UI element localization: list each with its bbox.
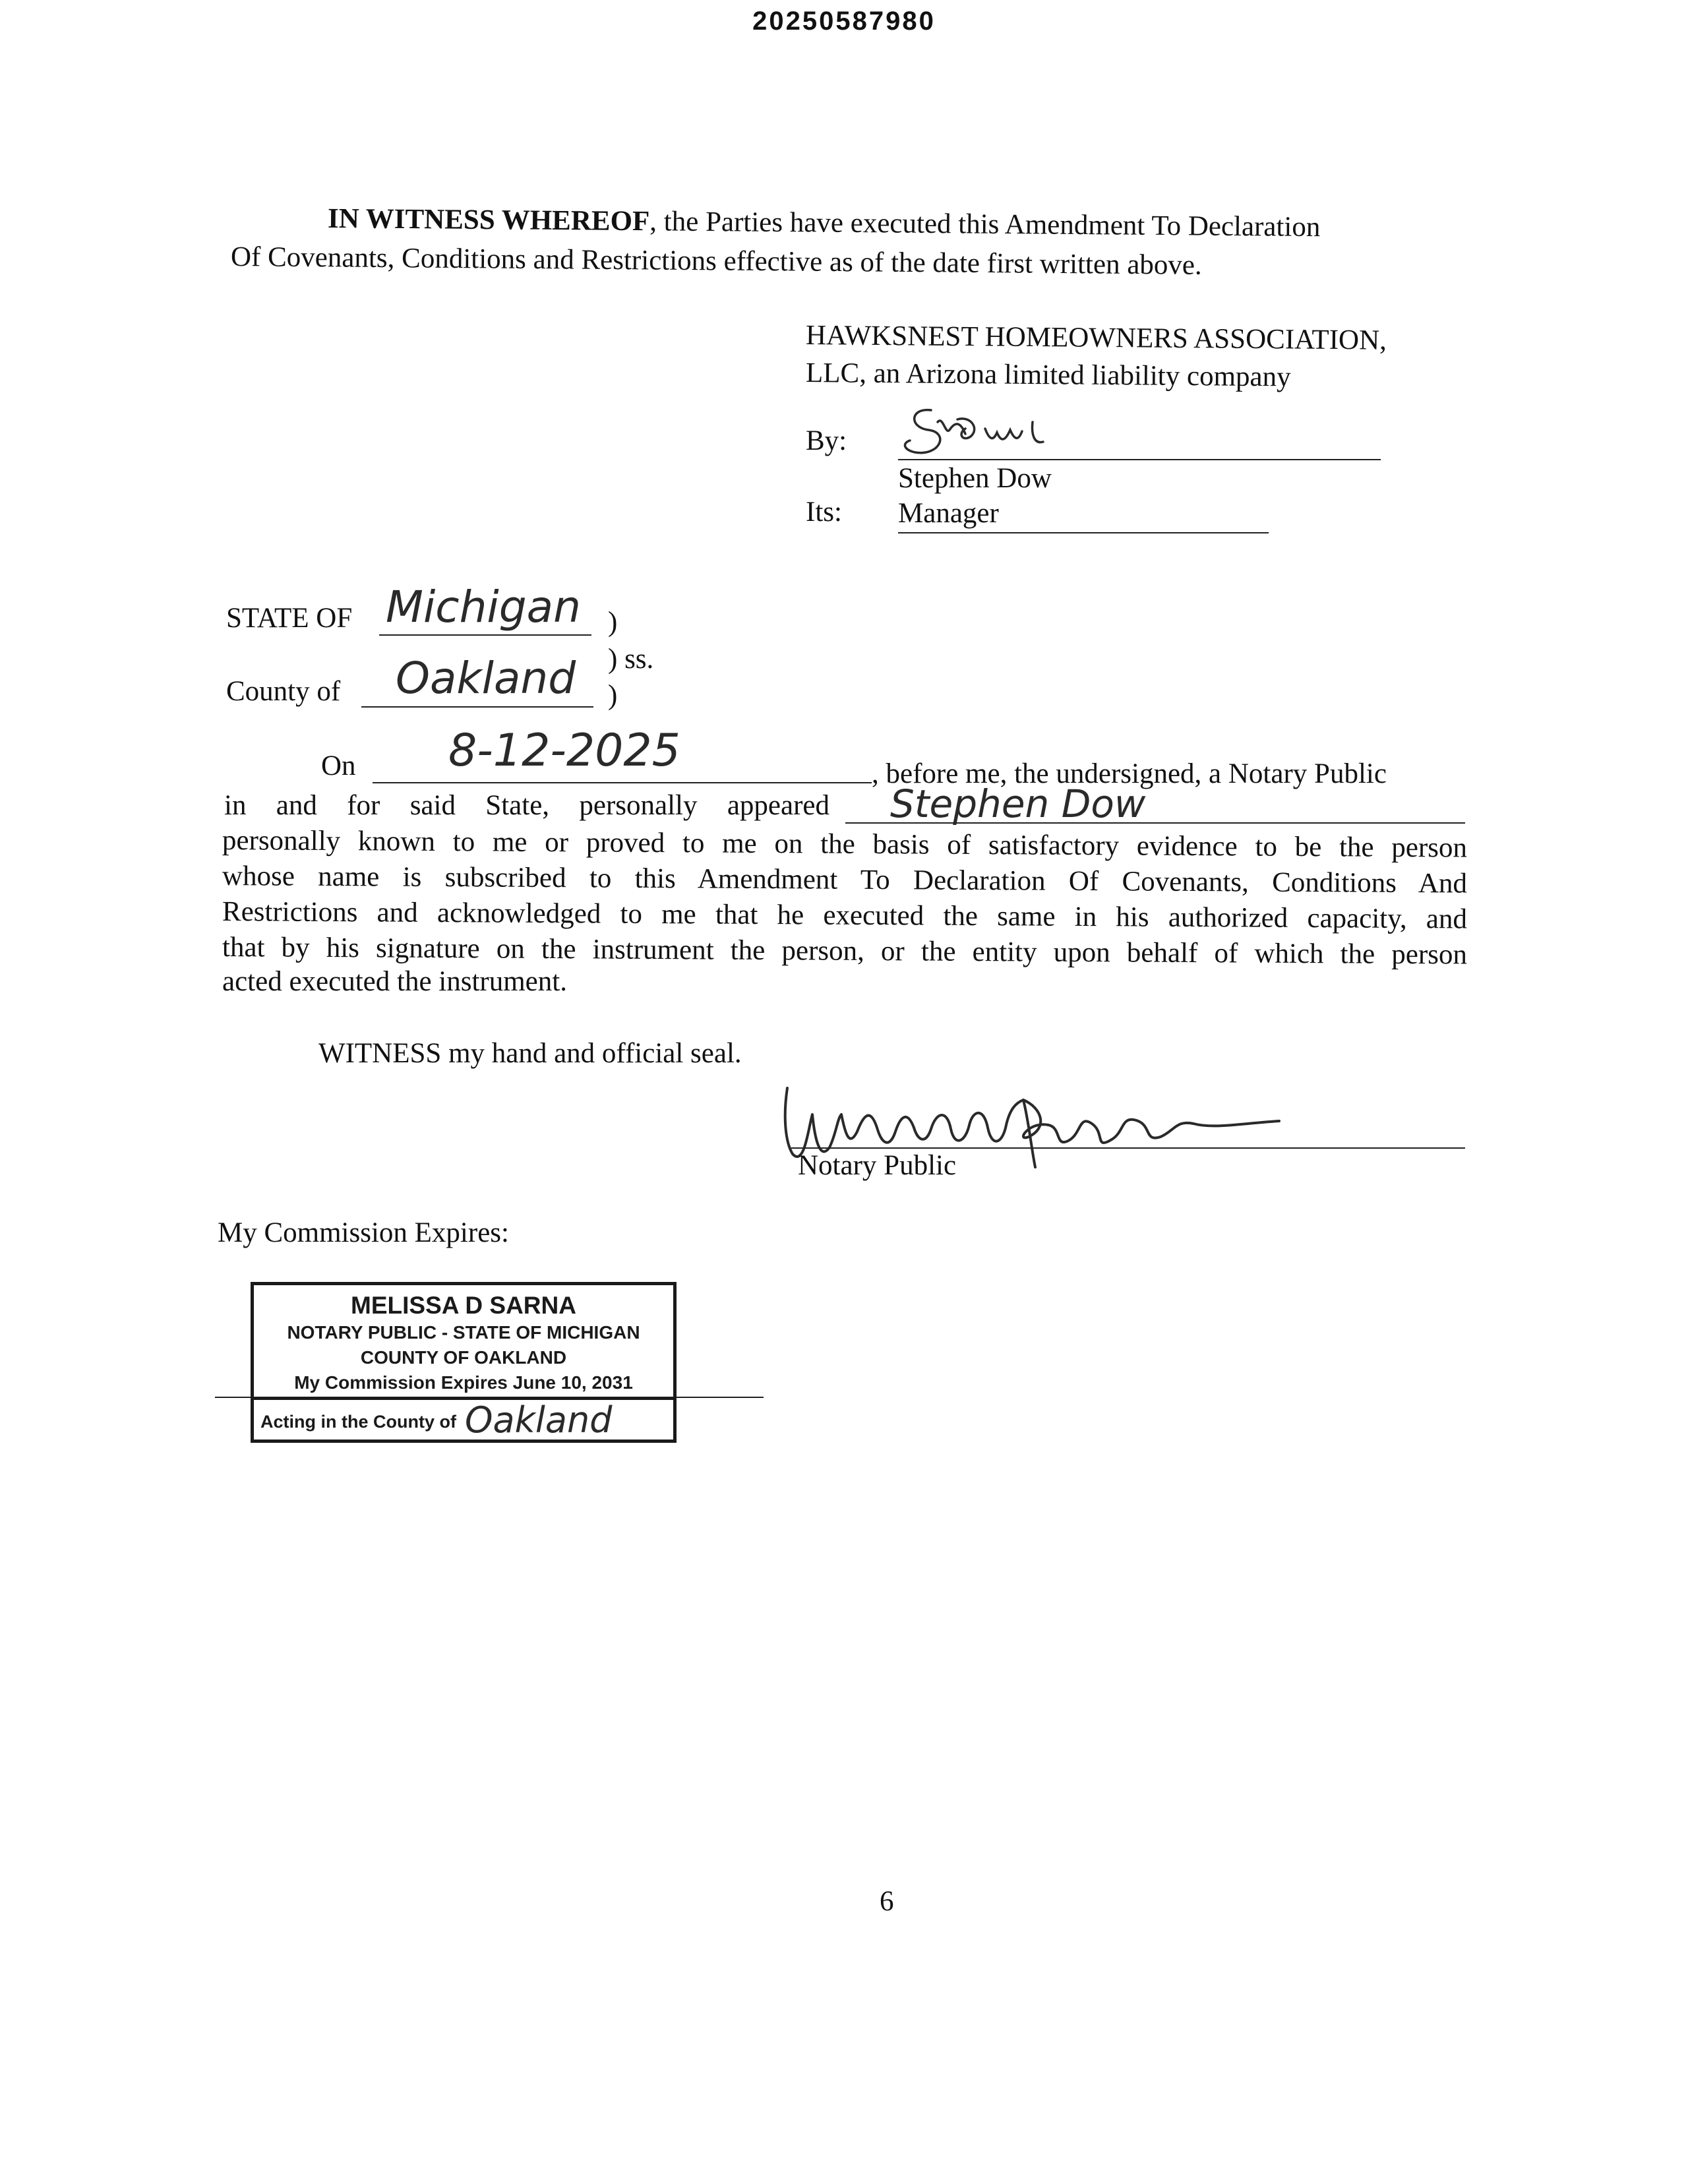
witness-clause-line1 [328,204,1321,241]
witness-clause-line1-rest: , the Parties have executed this Amendment To Declaration [649,206,1321,243]
stamp-acting-county-row [254,1397,673,1442]
stamp-notary-name: MELISSA D SARNA [351,1292,576,1319]
witness-clause-lead: IN WITNESS WHEREOF [327,203,650,237]
by-label: By: [806,425,847,456]
manager-signature [897,396,1121,462]
ack-line6: that by his signature on the instrument the person, or the entity upon behalf of which the person [222,932,1468,971]
witness-clause-line2: Of Covenants, Conditions and Restrictions effective as of the date first written above. [230,241,1202,281]
stamp-county: COUNTY OF OAKLAND [360,1347,567,1368]
state-value: Michigan [386,582,581,632]
ack-line4: whose name is subscribed to this Amendment To Declaration Of Covenants, Conditions And [222,861,1468,899]
ack-line2: in and for said State, personally appeared [224,790,829,821]
county-label: County of [226,676,341,707]
page-number: 6 [880,1886,894,1917]
ss-mark: ) ss. [608,644,654,675]
ack-line1-rest: , before me, the undersigned, a Notary Public [872,758,1387,789]
state-label: STATE OF [226,603,353,634]
ack-line5: Restrictions and acknowledged to me that he executed the same in his authorized capacity, and [222,896,1468,935]
signer-name: Stephen Dow [898,463,1052,494]
paren-county: ) [608,680,618,711]
on-label: On [321,750,356,781]
acknowledgment-date: 8-12-2025 [448,725,680,777]
notary-public-label: Notary Public [798,1150,957,1181]
paren-state: ) [608,607,618,638]
entity-name-line2: LLC, an Arizona limited liability company [805,357,1291,393]
commission-expires-label: My Commission Expires: [218,1217,509,1248]
signer-title: Manager [898,498,999,529]
ack-line3: personally known to me or proved to me on the basis of satisfactory evidence to be the person [222,825,1468,864]
appeared-name: Stephen Dow [890,781,1146,826]
ack-line7: acted executed the instrument. [222,966,567,997]
stamp-notary-title: NOTARY PUBLIC - STATE OF MICHIGAN [287,1322,640,1343]
stamp-commission-expiry: My Commission Expires June 10, 2031 [294,1372,633,1393]
stamp-acting-label: Acting in the County of [260,1412,456,1432]
entity-name-line1: HAWKSNEST HOMEOWNERS ASSOCIATION, [805,320,1387,356]
document-number: 20250587980 [752,7,936,36]
witness-seal-line: WITNESS my hand and official seal. [318,1038,742,1069]
its-label: Its: [806,497,842,528]
county-value: Oakland [396,653,576,704]
stamp-acting-county-value: Oakland [465,1399,613,1441]
notary-stamp [251,1282,677,1443]
